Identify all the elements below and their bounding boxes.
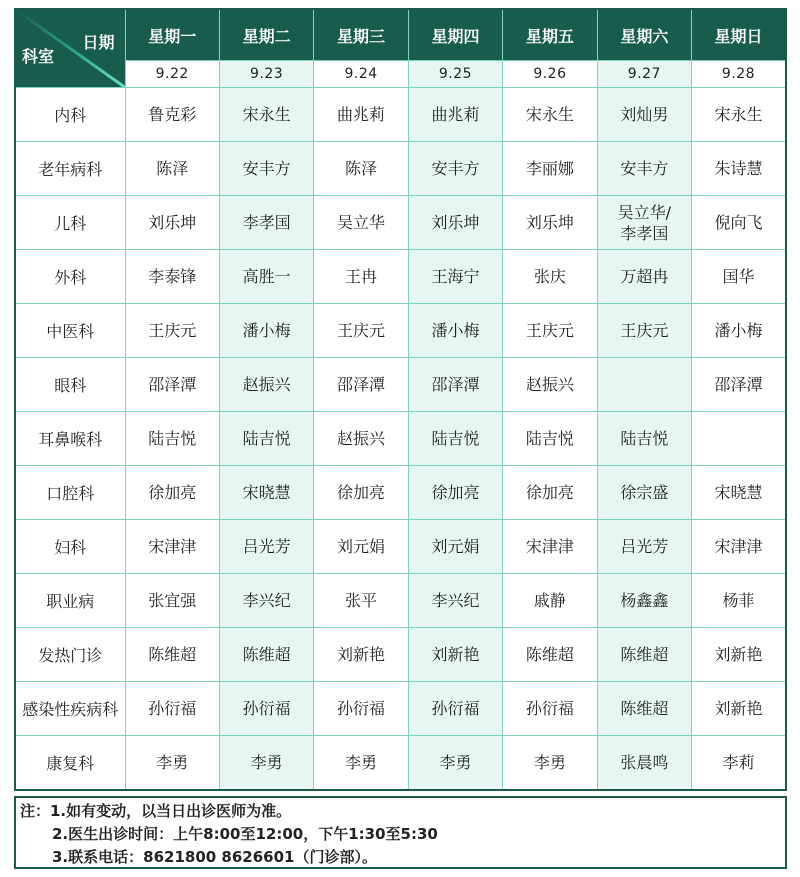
doctor-cell: 吴立华/ 李孝国 (597, 196, 691, 250)
doctor-cell: 邵泽潭 (314, 358, 408, 412)
date-header: 9.26 (503, 61, 597, 88)
doctor-cell: 曲兆莉 (408, 88, 502, 142)
doctor-cell: 安丰方 (597, 142, 691, 196)
date-header: 9.22 (125, 61, 219, 88)
schedule-body (15, 88, 786, 791)
doctor-cell: 陈维超 (219, 628, 313, 682)
doctor-cell: 李泰锋 (125, 250, 219, 304)
doctor-cell: 高胜一 (219, 250, 313, 304)
doctor-cell: 吕光芳 (219, 520, 313, 574)
day-header: 星期六 (597, 9, 691, 61)
corner-dept-label: 科室 (22, 47, 55, 66)
doctor-cell: 陆吉悦 (125, 412, 219, 466)
corner-date-label: 日期 (82, 33, 115, 52)
table-row (15, 628, 786, 682)
table-row (15, 574, 786, 628)
doctor-cell: 潘小梅 (408, 304, 502, 358)
day-header: 星期一 (125, 9, 219, 61)
department-cell: 口腔科 (15, 466, 125, 520)
doctor-cell: 陈维超 (597, 682, 691, 736)
department-cell: 康复科 (15, 736, 125, 791)
doctor-cell: 李勇 (503, 736, 597, 791)
doctor-cell: 刘乐坤 (503, 196, 597, 250)
doctor-cell: 王庆元 (503, 304, 597, 358)
date-header: 9.28 (692, 61, 786, 88)
day-header: 星期日 (692, 9, 786, 61)
doctor-cell: 李兴纪 (408, 574, 502, 628)
doctor-cell: 刘新艳 (408, 628, 502, 682)
doctor-cell: 孙衍福 (408, 682, 502, 736)
doctor-cell: 陈维超 (125, 628, 219, 682)
table-row (15, 466, 786, 520)
doctor-cell: 李勇 (314, 736, 408, 791)
doctor-cell: 宋永生 (692, 88, 786, 142)
doctor-cell: 刘元娟 (314, 520, 408, 574)
table-row (15, 358, 786, 412)
doctor-cell: 赵振兴 (314, 412, 408, 466)
doctor-cell: 宋永生 (219, 88, 313, 142)
day-header: 星期四 (408, 9, 502, 61)
date-header: 9.25 (408, 61, 502, 88)
doctor-cell: 陈泽 (314, 142, 408, 196)
doctor-cell: 刘乐坤 (408, 196, 502, 250)
corner-header-cell (15, 9, 125, 88)
note-line: 注：1.如有变动，以当日出诊医师为准。 (20, 802, 292, 820)
doctor-cell: 刘新艳 (314, 628, 408, 682)
doctor-cell: 陈维超 (597, 628, 691, 682)
doctor-cell: 徐宗盛 (597, 466, 691, 520)
department-cell: 儿科 (15, 196, 125, 250)
doctor-cell: 赵振兴 (503, 358, 597, 412)
doctor-cell: 刘元娟 (408, 520, 502, 574)
doctor-cell (597, 358, 691, 412)
doctor-cell: 刘乐坤 (125, 196, 219, 250)
schedule-table (14, 8, 787, 791)
note-line: 2.医生出诊时间：上午8:00至12:00，下午1:30至5:30 (52, 825, 438, 843)
doctor-cell: 潘小梅 (692, 304, 786, 358)
department-cell: 内科 (15, 88, 125, 142)
table-row (15, 88, 786, 142)
doctor-cell: 徐加亮 (314, 466, 408, 520)
doctor-cell: 杨菲 (692, 574, 786, 628)
doctor-cell: 陆吉悦 (597, 412, 691, 466)
date-header: 9.24 (314, 61, 408, 88)
note-line: 3.联系电话：8621800 8626601（门诊部）。 (52, 848, 377, 866)
doctor-cell: 杨鑫鑫 (597, 574, 691, 628)
doctor-cell: 戚静 (503, 574, 597, 628)
doctor-cell: 曲兆莉 (314, 88, 408, 142)
doctor-cell: 国华 (692, 250, 786, 304)
doctor-cell: 刘新艳 (692, 628, 786, 682)
doctor-cell (692, 412, 786, 466)
doctor-cell: 王庆元 (597, 304, 691, 358)
doctor-cell: 赵振兴 (219, 358, 313, 412)
doctor-cell: 陆吉悦 (408, 412, 502, 466)
doctor-cell: 邵泽潭 (125, 358, 219, 412)
doctor-cell: 陈维超 (503, 628, 597, 682)
doctor-cell: 李兴纪 (219, 574, 313, 628)
doctor-cell: 李丽娜 (503, 142, 597, 196)
table-row (15, 250, 786, 304)
doctor-cell: 朱诗慧 (692, 142, 786, 196)
doctor-cell: 张晨鸣 (597, 736, 691, 791)
doctor-cell: 宋晓慧 (692, 466, 786, 520)
doctor-cell: 陆吉悦 (503, 412, 597, 466)
day-header: 星期五 (503, 9, 597, 61)
table-row (15, 412, 786, 466)
doctor-cell: 安丰方 (408, 142, 502, 196)
doctor-cell: 刘灿男 (597, 88, 691, 142)
doctor-cell: 王海宁 (408, 250, 502, 304)
doctor-cell: 安丰方 (219, 142, 313, 196)
doctor-cell: 邵泽潭 (692, 358, 786, 412)
doctor-cell: 张庆 (503, 250, 597, 304)
date-header: 9.27 (597, 61, 691, 88)
doctor-cell: 陆吉悦 (219, 412, 313, 466)
weekday-header-row (15, 9, 786, 61)
doctor-cell: 孙衍福 (503, 682, 597, 736)
doctor-cell: 孙衍福 (125, 682, 219, 736)
doctor-cell: 王庆元 (125, 304, 219, 358)
doctor-cell: 邵泽潭 (408, 358, 502, 412)
doctor-cell: 徐加亮 (125, 466, 219, 520)
doctor-cell: 徐加亮 (408, 466, 502, 520)
doctor-cell: 吴立华 (314, 196, 408, 250)
doctor-cell: 张宜强 (125, 574, 219, 628)
doctor-cell: 宋津津 (692, 520, 786, 574)
department-cell: 职业病 (15, 574, 125, 628)
department-cell: 耳鼻喉科 (15, 412, 125, 466)
doctor-cell: 鲁克彩 (125, 88, 219, 142)
doctor-cell: 徐加亮 (503, 466, 597, 520)
table-row (15, 520, 786, 574)
doctor-cell: 吕光芳 (597, 520, 691, 574)
notes-box (14, 796, 787, 869)
doctor-cell: 张平 (314, 574, 408, 628)
doctor-cell: 李孝国 (219, 196, 313, 250)
date-header-row (15, 61, 786, 88)
department-cell: 感染性疾病科 (15, 682, 125, 736)
doctor-cell: 宋津津 (503, 520, 597, 574)
department-cell: 外科 (15, 250, 125, 304)
doctor-cell: 李勇 (219, 736, 313, 791)
doctor-cell: 潘小梅 (219, 304, 313, 358)
date-header: 9.23 (219, 61, 313, 88)
day-header: 星期二 (219, 9, 313, 61)
table-row (15, 304, 786, 358)
table-row (15, 196, 786, 250)
table-row (15, 682, 786, 736)
doctor-cell: 刘新艳 (692, 682, 786, 736)
doctor-cell: 万超冉 (597, 250, 691, 304)
doctor-cell: 倪向飞 (692, 196, 786, 250)
doctor-cell: 宋晓慧 (219, 466, 313, 520)
doctor-cell: 李勇 (408, 736, 502, 791)
department-cell: 眼科 (15, 358, 125, 412)
table-row (15, 142, 786, 196)
department-cell: 老年病科 (15, 142, 125, 196)
doctor-cell: 李莉 (692, 736, 786, 791)
doctor-cell: 孙衍福 (314, 682, 408, 736)
doctor-cell: 宋永生 (503, 88, 597, 142)
doctor-cell: 孙衍福 (219, 682, 313, 736)
doctor-cell: 李勇 (125, 736, 219, 791)
table-row (15, 736, 786, 791)
doctor-cell: 王冉 (314, 250, 408, 304)
day-header: 星期三 (314, 9, 408, 61)
department-cell: 中医科 (15, 304, 125, 358)
doctor-cell: 宋津津 (125, 520, 219, 574)
doctor-cell: 陈泽 (125, 142, 219, 196)
doctor-cell: 王庆元 (314, 304, 408, 358)
department-cell: 发热门诊 (15, 628, 125, 682)
department-cell: 妇科 (15, 520, 125, 574)
